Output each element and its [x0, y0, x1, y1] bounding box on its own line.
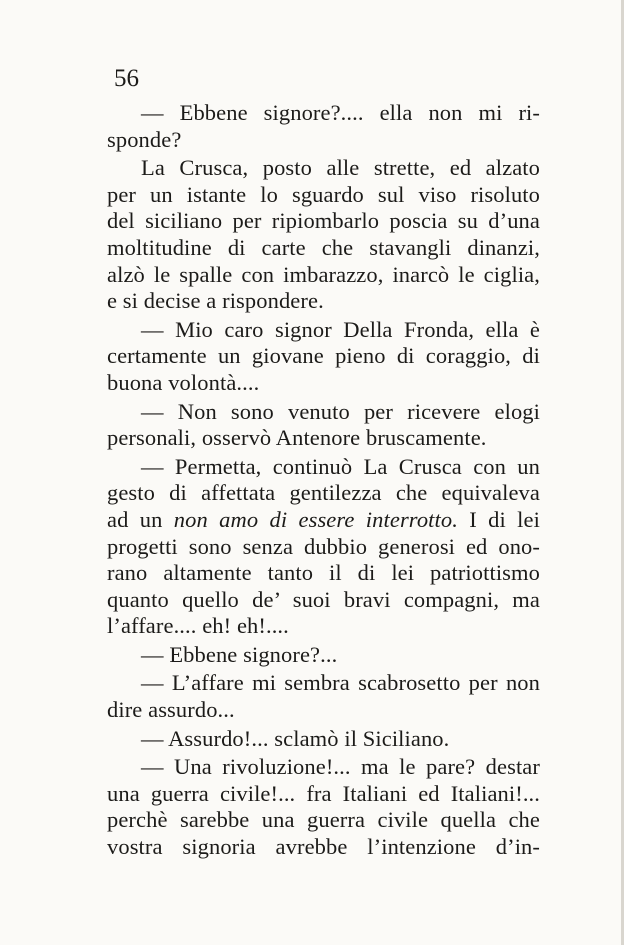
text-run: I di lei: [469, 506, 540, 532]
text-line: vostra signoria avrebbe l’intenzione d’in-: [107, 834, 540, 860]
italic-phrase: non amo di essere interrotto.: [173, 506, 458, 532]
text-line: — Ebbene signore?.... ella non mi ri-: [141, 100, 540, 125]
text-line: moltitudine di carte che stavangli dinanzi,: [107, 234, 540, 260]
text-line: e si decise a rispondere.: [107, 288, 324, 314]
text-line: — Mio caro signor Della Fronda, ella è: [141, 316, 540, 342]
page-text: [107, 100, 540, 861]
text-line: perchè sarebbe una guerra civile quella che: [107, 807, 540, 833]
text-line-mixed: [107, 507, 540, 534]
text-line: — L’affare mi sembra scabrosetto per non: [141, 670, 540, 696]
text-line: del siciliano per ripiombarlo poscia su d’una: [107, 208, 540, 234]
text-run: ad un: [107, 506, 163, 532]
text-line: rano altamente tanto il di lei patriottismo: [107, 560, 540, 586]
text-line: una guerra civile!... fra Italiani ed Italiani!...: [107, 780, 540, 806]
text-line: certamente un giovane pieno di coraggio, di: [107, 343, 540, 369]
text-line: La Crusca, posto alle strette, ed alzato: [141, 155, 540, 181]
text-line: sponde?: [107, 126, 182, 152]
text-line: — Ebbene signore?...: [141, 641, 338, 667]
text-line: progetti sono senza dubbio generosi ed ono-: [107, 533, 540, 559]
text-line: personali, osservò Antenore bruscamente.: [107, 425, 487, 451]
text-line: — Una rivoluzione!... ma le pare? destar: [141, 754, 540, 780]
text-line: quanto quello de’ suoi bravi compagni, ma: [107, 586, 540, 612]
text-line: dire assurdo...: [107, 697, 235, 723]
text-line: l’affare.... eh! eh!....: [107, 613, 289, 639]
text-line: — Assurdo!... sclamò il Siciliano.: [141, 725, 450, 751]
text-line: — Non sono venuto per ricevere elogi: [141, 398, 540, 424]
page-number: 56: [114, 65, 139, 92]
text-line: gesto di affettata gentilezza che equivaleva: [107, 480, 540, 506]
text-line: — Permetta, continuò La Crusca con un: [141, 453, 540, 479]
text-line: alzò le spalle con imbarazzo, inarcò le ciglia,: [107, 261, 540, 287]
text-line: buona volontà....: [107, 369, 260, 395]
text-line: per un istante lo sguardo sul viso risoluto: [107, 181, 540, 207]
